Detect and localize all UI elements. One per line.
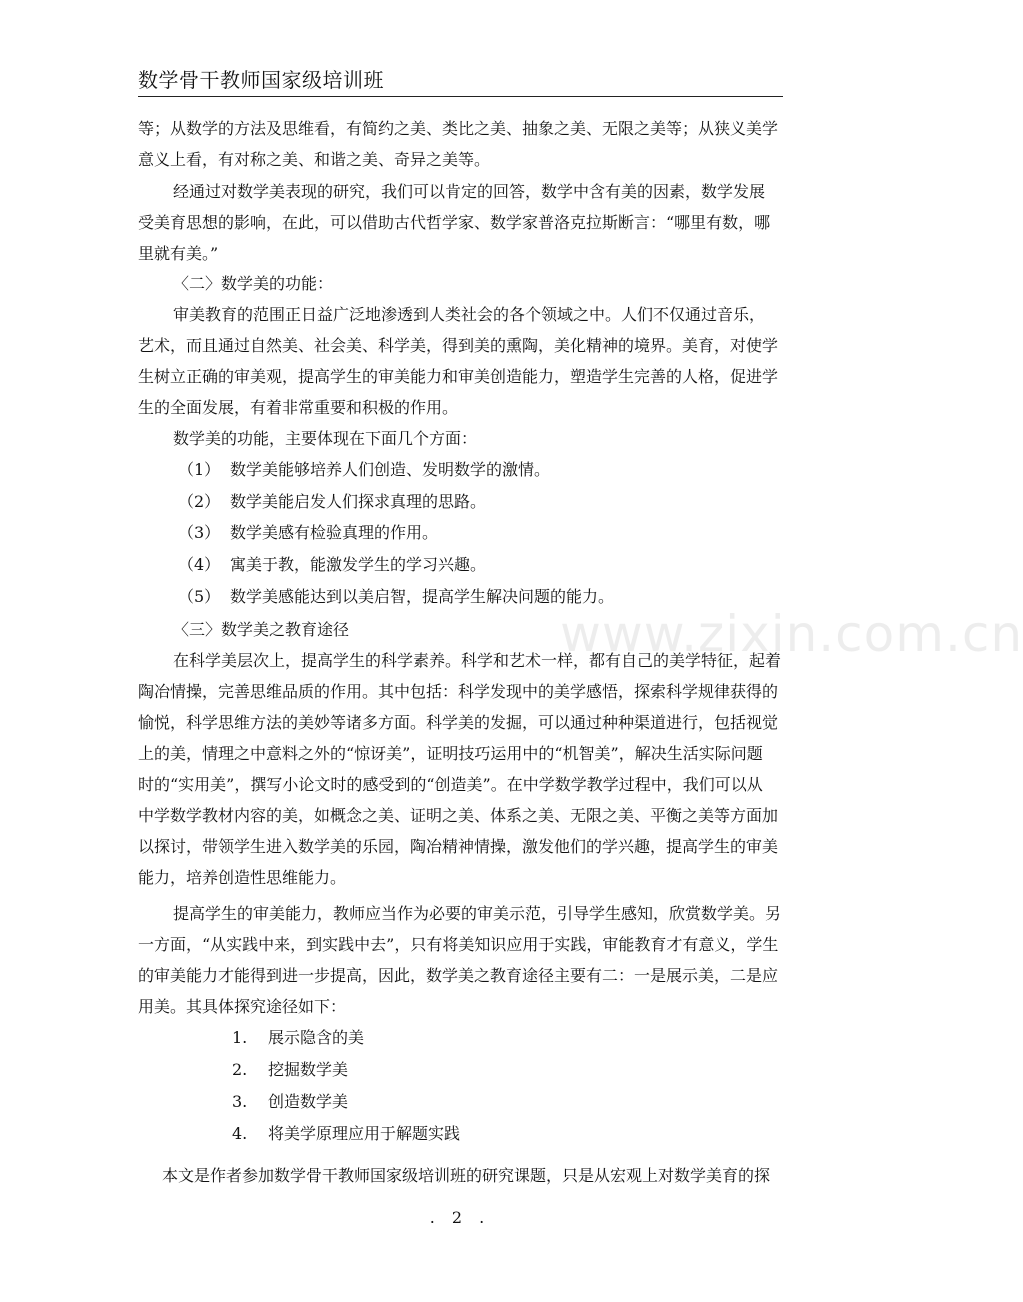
list-text: 创造数学美: [268, 1092, 349, 1111]
list-number: 2.: [232, 1060, 248, 1079]
paragraph-line: 生的全面发展，有着非常重要和积极的作用。: [138, 398, 459, 417]
list-number: 4.: [232, 1124, 248, 1143]
paragraph-line: 数学美的功能，主要体现在下面几个方面：: [173, 429, 478, 448]
list-number: （4）: [178, 555, 221, 574]
paragraph-line: 在科学美层次上，提高学生的科学素养。科学和艺术一样，都有自己的美学特征，起着: [173, 651, 782, 670]
list-text: 挖掘数学美: [268, 1060, 349, 1079]
paragraph-line: 等；从数学的方法及思维看，有简约之美、类比之美、抽象之美、无限之美等；从狭义美学: [138, 119, 779, 138]
paragraph-line: 受美育思想的影响，在此，可以借助古代哲学家、数学家普洛克拉斯断言：“哪里有数，哪: [138, 213, 771, 232]
paragraph-line: 能力，培养创造性思维能力。: [138, 868, 347, 887]
paragraph-line: 一方面，“从实践中来，到实践中去”，只有将美知识应用于实践，审能教育才有意义，学生: [138, 935, 779, 954]
paragraph-line: 里就有美。”: [138, 244, 219, 263]
paragraph-line: 生树立正确的审美观，提高学生的审美能力和审美创造能力，塑造学生完善的人格，促进学: [138, 367, 779, 386]
paragraph-line: 陶冶情操，完善思维品质的作用。其中包括：科学发现中的美学感悟，探索科学规律获得的: [138, 682, 779, 701]
section-heading: 〈三〉数学美之教育途径: [173, 620, 350, 639]
paragraph-line: 上的美，情理之中意料之外的“惊讶美”，证明技巧运用中的“机智美”，解决生活实际问题: [138, 744, 763, 763]
paragraph-line: 用美。其具体探究途径如下：: [138, 997, 347, 1016]
paragraph-line: 意义上看，有对称之美、和谐之美、奇异之美等。: [138, 150, 491, 169]
paragraph-line: 时的“实用美”，撰写小论文时的感受到的“创造美”。在中学数学教学过程中，我们可以从: [138, 775, 763, 794]
list-text: 展示隐含的美: [268, 1028, 365, 1047]
list-text: 寓美于教，能激发学生的学习兴趣。: [230, 555, 487, 574]
paragraph-line: 本文是作者参加数学骨干教师国家级培训班的研究课题，只是从宏观上对数学美育的探: [162, 1166, 771, 1185]
page-header: [138, 62, 783, 97]
paragraph-line: 提高学生的审美能力，教师应当作为必要的审美示范，引导学生感知，欣赏数学美。另: [173, 904, 782, 923]
list-number: 3.: [232, 1092, 248, 1111]
list-number: （1）: [178, 460, 221, 479]
paragraph-line: 以探讨，带领学生进入数学美的乐园，陶冶精神情操，激发他们的学兴趣，提高学生的审美: [138, 837, 779, 856]
list-text: 数学美感能达到以美启智，提高学生解决问题的能力。: [230, 587, 615, 606]
section-heading: 〈二〉数学美的功能：: [173, 274, 334, 293]
paragraph-line: 经通过对数学美表现的研究，我们可以肯定的回答，数学中含有美的因素，数学发展: [173, 182, 766, 201]
paragraph-line: 审美教育的范围正日益广泛地渗透到人类社会的各个领域之中。人们不仅通过音乐，: [173, 305, 766, 324]
paragraph-line: 的审美能力才能得到进一步提高，因此，数学美之教育途径主要有二：一是展示美，二是应: [138, 966, 779, 985]
list-text: 将美学原理应用于解题实践: [268, 1124, 461, 1143]
paragraph-line: 愉悦，科学思维方法的美妙等诸多方面。科学美的发掘，可以通过种种渠道进行，包括视觉: [138, 713, 779, 732]
list-number: （3）: [178, 523, 221, 542]
list-text: 数学美感有检验真理的作用。: [230, 523, 439, 542]
paragraph-line: 艺术，而且通过自然美、社会美、科学美，得到美的熏陶，美化精神的境界。美育，对使学: [138, 336, 779, 355]
list-text: 数学美能启发人们探求真理的思路。: [230, 492, 487, 511]
list-number: （2）: [178, 492, 221, 511]
list-text: 数学美能够培养人们创造、发明数学的激情。: [230, 460, 551, 479]
header-title: 数学骨干教师国家级培训班: [138, 68, 384, 92]
watermark: www.zixin.com.cn: [560, 605, 1023, 663]
list-number: 1.: [232, 1028, 248, 1047]
list-number: （5）: [178, 587, 221, 606]
paragraph-line: 中学数学教材内容的美，如概念之美、证明之美、体系之美、无限之美、平衡之美等方面加: [138, 806, 779, 825]
page-number: . 2 .: [429, 1208, 491, 1227]
